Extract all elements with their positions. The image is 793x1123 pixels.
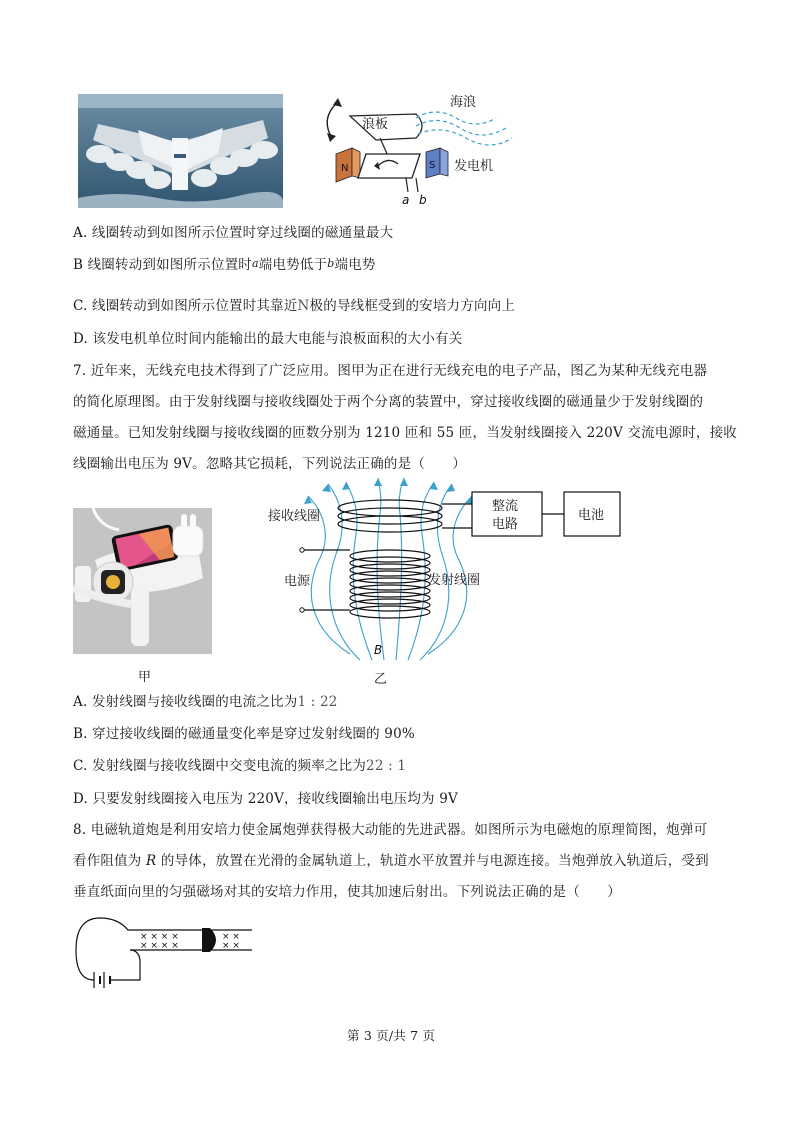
q6-option-b-b: b (327, 257, 335, 270)
q6-option-c-text-1: C. 线圈转动到如图所示位置时其靠近 (73, 298, 298, 314)
q7-option-a (73, 690, 338, 710)
fig-yi-label: 乙 (374, 672, 388, 687)
q8-stem-line-3: 垂直纸面向里的匀强磁场对其的安培力作用，使其加速后射出。下列说法正确的是（ ） (73, 884, 621, 900)
wireless-charger-photo (73, 508, 212, 654)
q7-option-c-text: C. 发射线圈与接收线圈中交变电流的频率之比为 (73, 758, 367, 774)
q7-option-d: D. 只要发射线圈接入电压为 220V，接收线圈输出电压均为 9V (73, 791, 458, 807)
q8-stem-line-2-text-1: 看作阻值为 (73, 853, 146, 869)
wave-label: 海浪 (450, 95, 477, 110)
q6-option-c (73, 294, 515, 314)
q8-stem-r: R (146, 853, 157, 869)
field-marks-top-right: × × (222, 932, 240, 942)
q7-stem-line-4: 线圈输出电压为 9V。忽略其它损耗，下列说法正确的是（ ） (73, 456, 467, 472)
q8-stem-line-1: 8. 电磁轨道炮是利用安培力使金属炮弹获得极大动能的先进武器。如图所示为电磁炮的原理简图，炮弹可 (73, 822, 708, 838)
s-pole-label: S (429, 160, 436, 171)
field-marks-bottom-right: × × (222, 941, 240, 951)
generator-label: 发电机 (454, 159, 494, 174)
plate-label: 浪板 (362, 117, 389, 132)
n-pole-label: N (341, 163, 349, 174)
q6-option-c-text-2: 极的导线框受到的安培力方向向上 (309, 298, 516, 314)
power-source-label: 电源 (284, 574, 311, 589)
field-marks-bottom-left: × × × × (140, 941, 179, 951)
q6-option-b-text-2: 端电势低于 (258, 257, 328, 273)
battery-label: 电池 (578, 508, 605, 523)
q7-stem-line-1: 7. 近年来，无线充电技术得到了广泛应用。图甲为正在进行无线充电的电子产品，图乙为某种无线充电器 (73, 363, 708, 379)
q6-option-c-n: N (297, 298, 310, 314)
q6-option-d: D. 该发电机单位时间内能输出的最大电能与浪板面积的大小有关 (73, 331, 463, 347)
q7-option-c-ratio: 22 : 1 (366, 758, 407, 774)
transmit-coil-label: 发射线圈 (428, 573, 481, 588)
wave-power-ship-photo (78, 94, 283, 208)
railgun-diagram (70, 910, 260, 1000)
q8-stem-line-2-text-2: 的导体，放置在光滑的金属轨道上，轨道水平放置并与电源连接。当炮弹放入轨道后，受到 (156, 853, 709, 869)
q6-option-b-text-3: 端电势 (334, 257, 376, 273)
receive-coil-label: 接收线圈 (268, 509, 321, 524)
q6-option-b (73, 253, 376, 273)
rectifier-label-2: 电路 (492, 517, 519, 532)
wave-generator-diagram (316, 92, 516, 212)
q7-option-a-text: A. 发射线圈与接收线圈的电流之比为 (73, 694, 298, 710)
rectifier-label-1: 整流 (492, 499, 519, 514)
q6-option-b-text-1: B 线圈转动到如图所示位置时 (73, 257, 253, 273)
fig-jia-label: 甲 (138, 670, 152, 685)
q8-stem-line-2 (73, 849, 709, 869)
wireless-charging-schematic (262, 474, 628, 670)
q7-option-c (73, 754, 406, 774)
q7-stem-line-2: 的简化原理图。由于发射线圈与接收线圈处于两个分离的装置中，穿过接收线圈的磁通量少于发射线圈的 (73, 394, 704, 410)
terminal-b-label: b (419, 193, 427, 207)
q6-option-b-a: a (252, 257, 259, 270)
q7-option-b: B. 穿过接收线圈的磁通量变化率是穿过发射线圈的 90% (73, 726, 415, 742)
field-b-label: B (374, 643, 383, 657)
q7-option-a-ratio: 1 : 22 (297, 694, 338, 710)
terminal-a-label: a (402, 193, 410, 207)
q6-option-a: A. 线圈转动到如图所示位置时穿过线圈的磁通量最大 (73, 225, 394, 241)
q7-stem-line-3: 磁通量。已知发射线圈与接收线圈的匝数分别为 1210 匝和 55 匝，当发射线圈接入 220V 交流电源时，接收 (73, 425, 737, 441)
wave-label-group (341, 95, 493, 207)
field-marks-top-left: × × × × (140, 932, 179, 942)
page-footer: 第 3 页/共 7 页 (347, 1028, 436, 1043)
